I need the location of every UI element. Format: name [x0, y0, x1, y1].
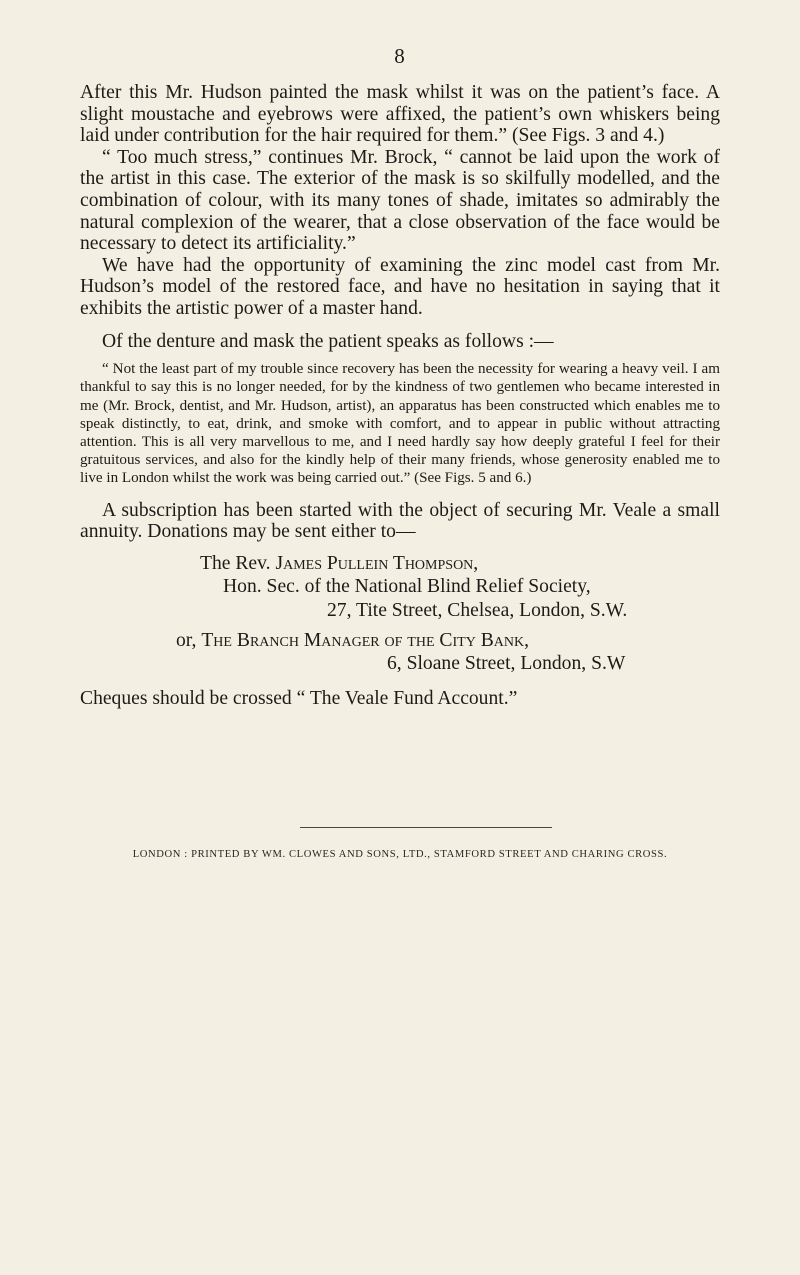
paragraph-brock-stress: “ Too much stress,” continues Mr. Brock, “ cannot be laid upon the work of the artist in this case. The exterior of the mask is so skilfully modelled, and the combination of colour, with its many tones of shade, imitates so admirably the natural complexion of the wearer, that a close observation of the face would be necessary to detect its artificiality.”: [80, 146, 720, 255]
address-line-1: [80, 552, 720, 575]
paragraph-patient-speaks: Of the denture and mask the patient speaks as follows :—: [102, 330, 554, 352]
address-line-2: Hon. Sec. of the National Blind Relief Society,: [223, 576, 591, 598]
patient-quote: “ Not the least part of my trouble since recovery has been the necessity for wearing a heavy veil. I am thankful to say this is no longer needed, for by the kindness of two gentlemen who became interested in me (Mr. Brock, dentist, and Mr. Hudson, artist), an apparatus has been constructed which enables me to speak distinctly, to eat, drink, and smoke with comfort, and to appear in public without attracting attention. This is all very marvellous to me, and I need hardly say how deeply grateful I feel for their gratuitous services, and also for the kindly help of their many friends, whose generosity enabled me to live in London whilst the work was being carried out.” (See Figs. 5 and 6.): [80, 361, 720, 487]
address-prefix-rev: The Rev.: [200, 552, 276, 574]
address-name-branch-manager: The Branch Manager of the City Bank,: [201, 629, 529, 651]
page-number: 8: [394, 44, 406, 68]
printer-imprint: LONDON : PRINTED BY WM. CLOWES AND SONS, LTD., STAMFORD STREET AND CHARING CROSS.: [132, 849, 668, 860]
body-text: [80, 82, 720, 709]
paragraph-subscription: A subscription has been started with the object of securing Mr. Veale a small annuity. Donations may be sent either to—: [80, 499, 720, 543]
address-line-3: 27, Tite Street, Chelsea, London, S.W.: [327, 599, 628, 621]
address-line-4: [80, 629, 720, 652]
paragraph-cheques: Cheques should be crossed “ The Veale Fund Account.”: [80, 687, 518, 709]
address-prefix-or: or,: [176, 629, 202, 651]
address-line-5: 6, Sloane Street, London, S.W: [387, 653, 626, 675]
footer-rule: [300, 827, 552, 828]
paragraph-hudson-painted: After this Mr. Hudson painted the mask whilst it was on the patient’s face. A slight moustache and eyebrows were affixed, the patient’s own whiskers being laid under contribution for the hair required for them.” (See Figs. 3 and 4.): [80, 82, 720, 147]
address-name-thompson: James Pullein Thompson,: [275, 552, 479, 574]
paragraph-zinc-model: We have had the opportunity of examining the zinc model cast from Mr. Hudson’s model of the restored face, and have no hesitation in saying that it exhibits the artistic power of a master hand.: [80, 254, 720, 319]
donation-addresses: [80, 552, 720, 676]
